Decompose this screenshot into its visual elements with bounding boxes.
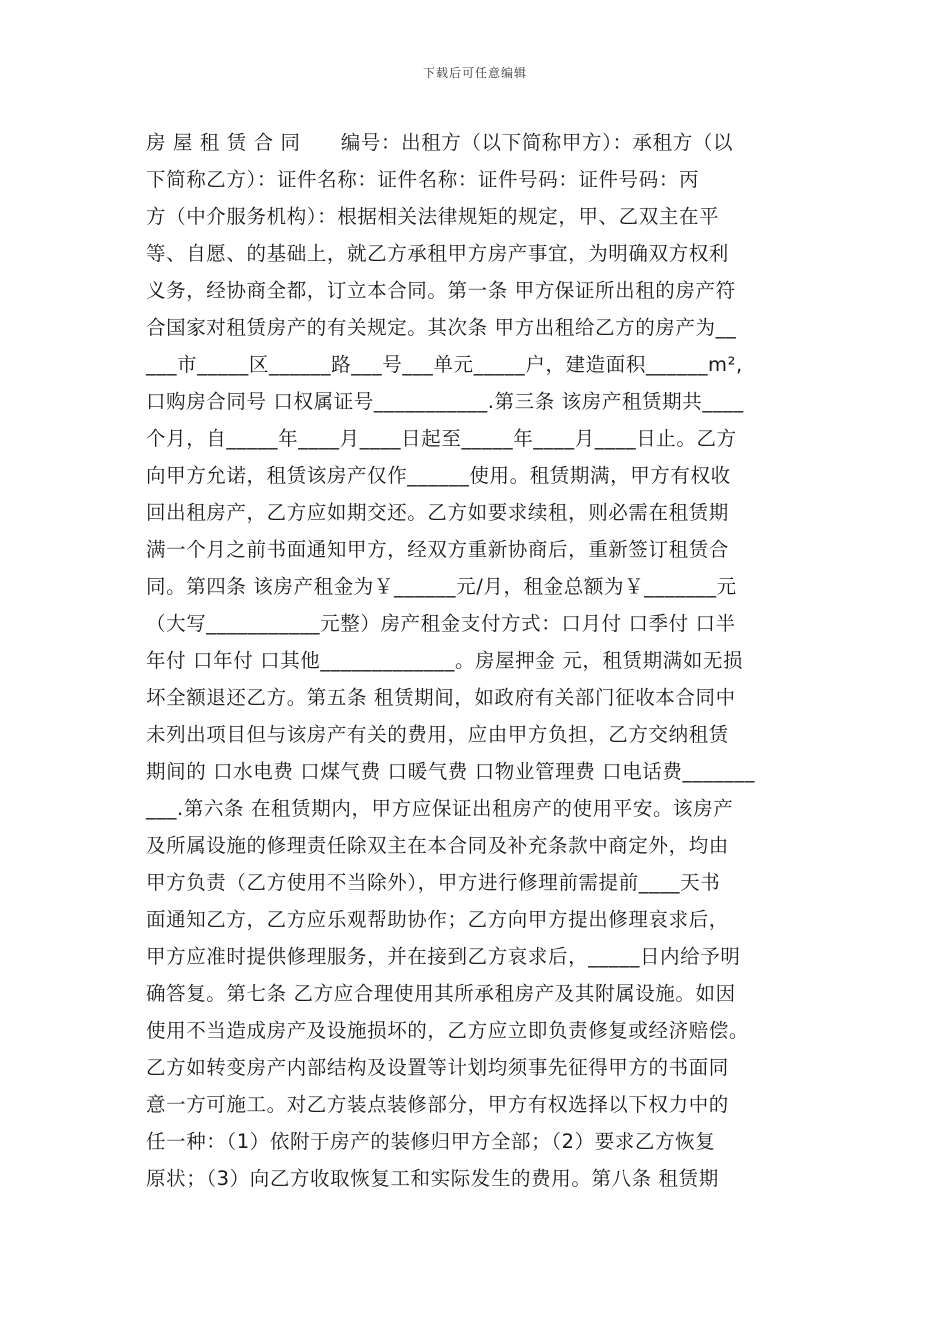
text-line: 意一方可施工。对乙方装点装修部分，甲方有权选择以下权力中的 (146, 1093, 729, 1116)
text-line: 面通知乙方，乙方应乐观帮助协作；乙方向甲方提出修理哀求后， (146, 908, 729, 931)
text-line: 甲方应准时提供修理服务，并在接到乙方哀求后，_____日内给予明 (146, 945, 741, 968)
text-line: 任一种：（1）依附于房产的装修归甲方全部；（2）要求乙方恢复 (146, 1130, 716, 1153)
text-line: 甲方负责（乙方使用不当除外），甲方进行修理前需提前____天书 (146, 871, 721, 894)
text-line: ___.第六条 在租赁期内，甲方应保证出租房产的使用平安。该房产 (146, 797, 734, 820)
text-line: 及所属设施的修理责任除双主在本合同及补充条款中商定外，均由 (146, 834, 729, 857)
text-line: 口购房合同号 口权属证号___________.第三条 该房产租赁期共____ (146, 390, 744, 413)
text-line: 确答复。第七条 乙方应合理使用其所承租房产及其附属设施。如因 (146, 982, 736, 1005)
text-line: 原状；（3）向乙方收取恢复工和实际发生的费用。第八条 租赁期 (146, 1167, 719, 1190)
text-line: 满一个月之前书面通知甲方，经双方重新协商后，重新签订租赁合 (146, 538, 729, 561)
text-line: ___市_____区______路___号___单元_____户，建造面积______m², (146, 353, 743, 376)
text-line: 下简称乙方）：证件名称：证件名称：证件号码：证件号码：丙 (146, 168, 700, 191)
text-line: 合国家对租赁房产的有关规定。其次条 甲方出租给乙方的房产为__ (146, 316, 737, 339)
text-line: 未列出项目但与该房产有关的费用，应由甲方负担，乙方交纳租赁 (146, 723, 729, 746)
text-line: 回出租房产，乙方应如期交还。乙方如要求续租，则必需在租赁期 (146, 501, 729, 524)
text-line: 个月，自_____年____月____日起至_____年____月____日止。乙方 (146, 427, 737, 450)
text-line: 同。第四条 该房产租金为￥______元/月，租金总额为￥_______元 (146, 575, 737, 598)
text-line: 房 屋 租 赁 合 同 编号：出租方（以下简称甲方）：承租方（以 (146, 131, 734, 154)
text-line: 乙方如转变房产内部结构及设置等计划均须事先征得甲方的书面同 (146, 1056, 729, 1079)
text-line: （大写___________元整）房产租金支付方式：口月付 口季付 口半 (146, 612, 736, 635)
text-line: 方（中介服务机构）：根据相关法律规矩的规定，甲、乙双主在平 (146, 205, 720, 228)
contract-body (146, 124, 816, 1197)
text-line: 年付 口年付 口其他_____________。房屋押金 元，租赁期满如无损 (146, 649, 744, 672)
text-line: 使用不当造成房产及设施损坏的，乙方应立即负责修复或经济赔偿。 (146, 1019, 750, 1042)
text-line: 坏全额退还乙方。第五条 租赁期间，如政府有关部门征收本合同中 (146, 686, 736, 709)
text-line: 义务，经协商全都，订立本合同。第一条 甲方保证所出租的房产符 (146, 279, 736, 302)
text-line: 期间的 口水电费 口煤气费 口暖气费 口物业管理费 口电话费_______ (146, 760, 755, 783)
text-line: 向甲方允诺，租赁该房产仅作______使用。租赁期满，甲方有权收 (146, 464, 731, 487)
text-line: 等、自愿、的基础上，就乙方承租甲方房产事宜，为明确双方权利 (146, 242, 729, 265)
header-note: 下载后可任意编辑 (422, 66, 527, 80)
